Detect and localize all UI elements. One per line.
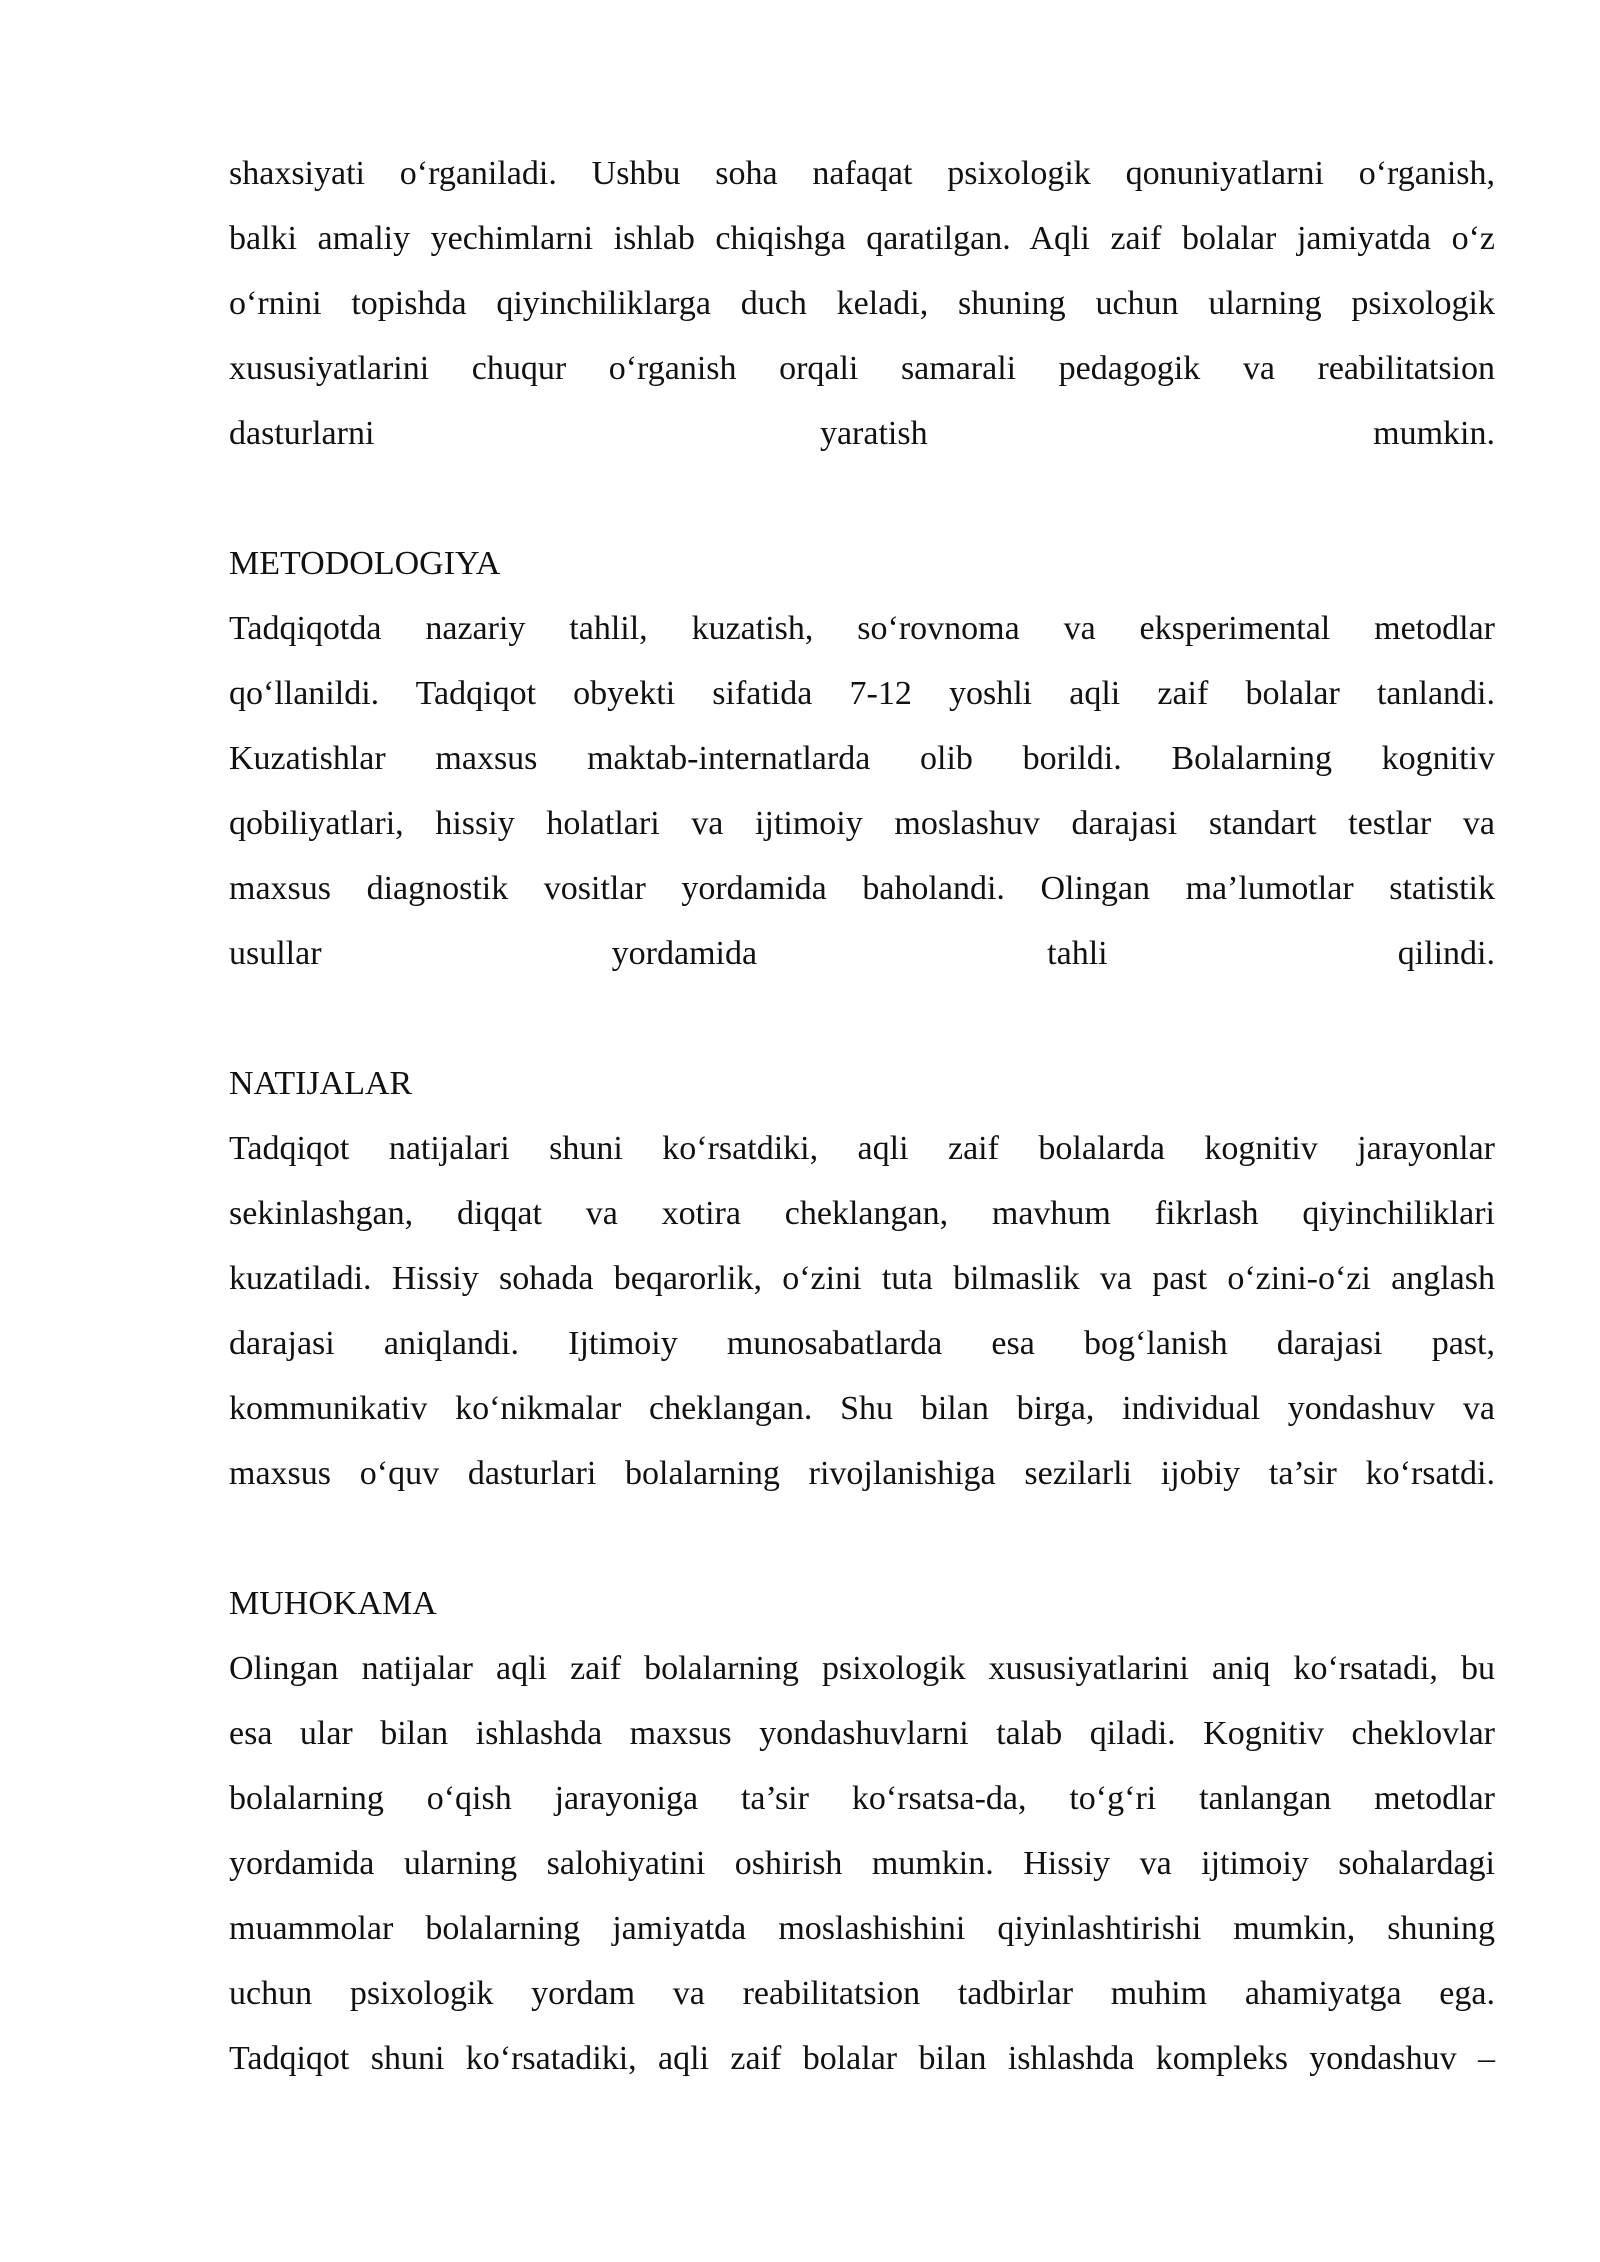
text-line: darajasi aniqlandi. Ijtimoiy munosabatlarda esa bog‘lanish darajasi past, (229, 1325, 1495, 1362)
text-line: sekinlashgan, diqqat va xotira cheklangan, mavhum fikrlash qiyinchiliklari (229, 1195, 1495, 1232)
text-line: kuzatiladi. Hissiy sohada beqarorlik, o‘zini tuta bilmaslik va past o‘zini-o‘zi anglash (229, 1260, 1495, 1297)
intro-paragraph (229, 151, 1495, 476)
results-heading: NATIJALAR (229, 1065, 413, 1102)
text-line: Olingan natijalar aqli zaif bolalarning psixologik xususiyatlarini aniq ko‘rsatadi, bu (229, 1650, 1495, 1687)
text-line: Tadqiqot natijalari shuni ko‘rsatdiki, aqli zaif bolalarda kognitiv jarayonlar (229, 1130, 1495, 1167)
paragraph-spacer (229, 996, 1495, 1061)
text-line: qo‘llanildi. Tadqiqot obyekti sifatida 7-12 yoshli aqli zaif bolalar tanlandi. (229, 675, 1495, 712)
methodology-paragraph (229, 606, 1495, 996)
methodology-heading: METODOLOGIYA (229, 545, 501, 582)
text-line: usullar yordamida tahli qilindi. (229, 935, 1495, 972)
discussion-heading: MUHOKAMA (229, 1585, 437, 1622)
text-line: esa ular bilan ishlashda maxsus yondashuvlarni talab qiladi. Kognitiv cheklovlar (229, 1715, 1495, 1752)
text-line: uchun psixologik yordam va reabilitatsion tadbirlar muhim ahamiyatga ega. (229, 1975, 1495, 2012)
text-line: yordamida ularning salohiyatini oshirish mumkin. Hissiy va ijtimoiy sohalardagi (229, 1845, 1495, 1882)
text-line: maxsus diagnostik vositlar yordamida baholandi. Olingan ma’lumotlar statistik (229, 870, 1495, 907)
text-line: Tadqiqotda nazariy tahlil, kuzatish, so‘rovnoma va eksperimental metodlar (229, 610, 1495, 647)
text-line: muammolar bolalarning jamiyatda moslashishini qiyinlashtirishi mumkin, shuning (229, 1910, 1495, 1947)
text-line: qobiliyatlari, hissiy holatlari va ijtimoiy moslashuv darajasi standart testlar va (229, 805, 1495, 842)
discussion-paragraph (229, 1646, 1495, 2101)
paragraph-spacer (229, 476, 1495, 541)
paragraph-spacer (229, 1516, 1495, 1581)
text-line: dasturlarni yaratish mumkin. (229, 415, 1495, 452)
text-line: bolalarning o‘qish jarayoniga ta’sir ko‘rsatsa-da, to‘g‘ri tanlangan metodlar (229, 1780, 1495, 1817)
text-line: kommunikativ ko‘nikmalar cheklangan. Shu bilan birga, individual yondashuv va (229, 1390, 1495, 1427)
results-paragraph (229, 1126, 1495, 1516)
text-line: shaxsiyati o‘rganiladi. Ushbu soha nafaqat psixologik qonuniyatlarni o‘rganish, (229, 155, 1495, 192)
text-line: Kuzatishlar maxsus maktab-internatlarda olib borildi. Bolalarning kognitiv (229, 740, 1495, 777)
text-line: Tadqiqot shuni ko‘rsatadiki, aqli zaif bolalar bilan ishlashda kompleks yondashuv – (229, 2040, 1495, 2077)
text-line: balki amaliy yechimlarni ishlab chiqishga qaratilgan. Aqli zaif bolalar jamiyatda o‘z (229, 220, 1495, 257)
text-line: o‘rnini topishda qiyinchiliklarga duch keladi, shuning uchun ularning psixologik (229, 285, 1495, 322)
text-line: xususiyatlarini chuqur o‘rganish orqali samarali pedagogik va reabilitatsion (229, 350, 1495, 387)
text-line: maxsus o‘quv dasturlari bolalarning rivojlanishiga sezilarli ijobiy ta’sir ko‘rsatdi. (229, 1455, 1495, 1492)
